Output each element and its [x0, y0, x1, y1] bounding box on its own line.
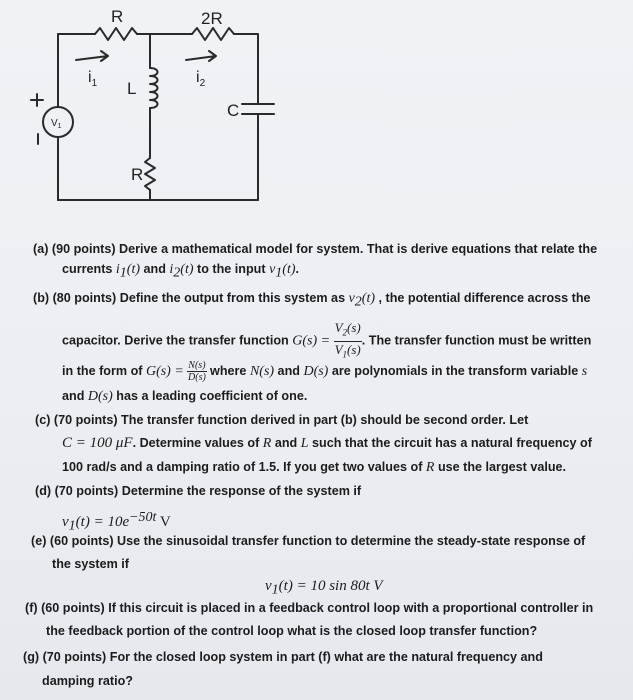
- question-b-line2: capacitor. Derive the transfer function G(s) = $\frac{V_2(s)}{V_1(s)}$ . The transfer function must be written: [62, 320, 591, 362]
- label-r-top: R: [111, 7, 124, 26]
- question-e-line2: the system if: [52, 557, 129, 571]
- voltage-source: [43, 107, 73, 137]
- resistor-2r: [192, 28, 234, 40]
- question-b-line3: in the form of G(s) = $\frac{N(s)}{D(s)}$ where N(s) and D(s) are polynomials in the transform variable s: [62, 360, 588, 384]
- question-g-line2: damping ratio?: [42, 674, 133, 688]
- inductor-coil: [150, 68, 158, 108]
- label-2r: 2R: [201, 9, 223, 28]
- label-i2: $i_2$: [196, 69, 206, 89]
- question-e-line1: (e) (60 points) Use the sinusoidal transfer function to determine the steady-state response of: [31, 534, 586, 548]
- arrow-i2: [186, 51, 216, 61]
- question-a-line1: (a) (90 points) Derive a mathematical model for system. That is derive equations that relate the: [33, 242, 598, 256]
- plus-mark: [31, 94, 43, 106]
- question-b-line4: and D(s) has a leading coefficient of one.: [62, 389, 308, 404]
- arrow-i1: [76, 51, 108, 61]
- question-g-line1: (g) (70 points) For the closed loop system in part (f) what are the natural frequency and: [23, 650, 543, 664]
- label-capacitor: C: [227, 101, 240, 120]
- label-source: $V_1$: [51, 118, 62, 130]
- resistor-r-top: [95, 28, 137, 40]
- question-d-line1: (d) (70 points) Determine the response of the system if: [35, 484, 362, 498]
- fraction-v2-over-v1: $\frac{V_2(s)}{V_1(s)}$: [334, 320, 361, 360]
- question-e-equation: $v_1(t) = 10$ sin 80t V: [265, 578, 383, 598]
- question-b-line1: (b) (80 points) Define the output from this system as $v_2(t)$ , the potential difference across the: [33, 291, 591, 310]
- question-c-line1: (c) (70 points) The transfer function derived in part (b) should be second order. Let: [35, 413, 529, 427]
- question-f-line2: the feedback portion of the control loop what is the closed loop transfer function?: [46, 624, 538, 638]
- label-i1: $i_1$: [88, 69, 98, 89]
- question-a-line2: currents $i_1(t)$ and $i_2(t)$ to the input $v_1(t)$.: [62, 262, 299, 281]
- label-r-bottom: R: [131, 165, 144, 184]
- resistor-r-bottom: [145, 158, 155, 190]
- question-f-line1: (f) (60 points) If this circuit is placed in a feedback control loop with a proportional controller in: [25, 601, 594, 615]
- circuit-diagram: [0, 0, 633, 215]
- question-c-line3: 100 rad/s and a damping ratio of 1.5. If you get two values of R use the largest value.: [62, 460, 567, 475]
- label-inductor: L: [127, 79, 137, 98]
- question-c-line2: C = 100 μF. Determine values of R and L such that the circuit has a natural frequency of: [62, 435, 592, 451]
- question-d-equation: $v_1(t) = 10e^{-50t}$ V: [62, 510, 171, 534]
- fraction-n-over-d: $\frac{N(s)}{D(s)}$: [188, 360, 206, 384]
- wire-top-right: [234, 34, 258, 96]
